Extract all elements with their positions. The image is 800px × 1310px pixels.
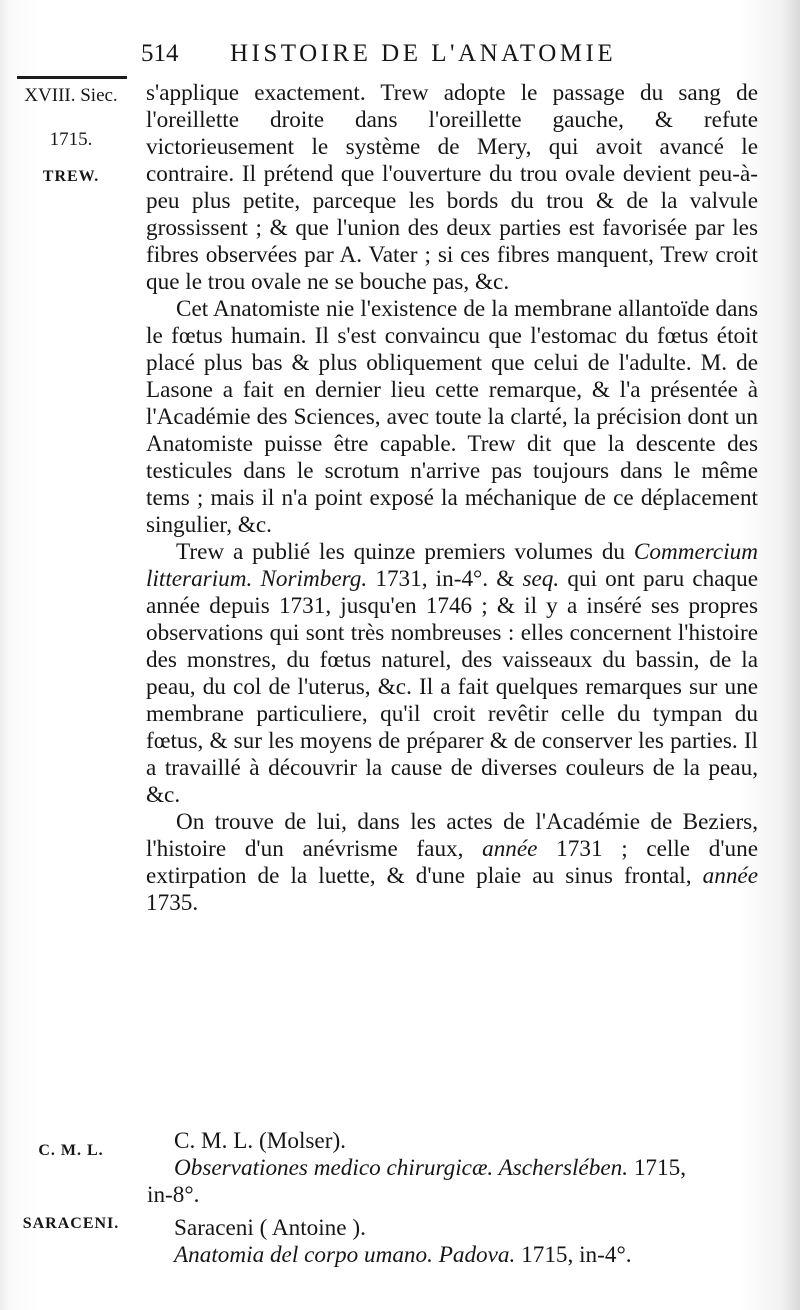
running-title: HISTOIRE DE L'ANATOMIE bbox=[230, 40, 617, 67]
ref-saraceni-title: Anatomia del corpo umano. Padova. bbox=[174, 1242, 516, 1268]
commercium-title: Commercium litterarium. Norimberg. bbox=[146, 539, 758, 592]
margin-author-cml: C. M. L. bbox=[38, 1142, 104, 1159]
ref-saraceni-work bbox=[174, 1242, 774, 1269]
beziers-middle: 1731 ; celle d'une extirpation de la luette, & d'une plaie au sinus frontal, bbox=[146, 836, 758, 889]
page-number: 514 bbox=[141, 40, 179, 67]
beziers-year-label-2: année bbox=[702, 863, 758, 889]
ref-saraceni-pub: 1715, in-4°. bbox=[521, 1242, 632, 1268]
margin-rule bbox=[17, 76, 127, 79]
ref-saraceni-name: Saraceni ( Antoine ). bbox=[174, 1215, 366, 1241]
commercium-intro: Trew a publié les quinze premiers volumes du bbox=[176, 539, 626, 565]
commercium-imprint: 1731, in-4°. & bbox=[375, 566, 515, 592]
ref-cml-work bbox=[174, 1155, 774, 1182]
running-header bbox=[141, 36, 741, 72]
main-text bbox=[146, 80, 758, 917]
commercium-description: qui ont paru chaque année depuis 1731, jusqu'en 1746 ; & il y a inséré ses propres observations qui sont très nombreuses : elles concernent l'histoire des monstres, du fœtus naturel, des vaisseaux du bassin, de la peau, du col de l'uterus, &c. Il a fait quelques remarques sur une membrane particuliere, qu'il croit revêtir celle du tympan du fœtus, & sur les moyens de préparer & de conserver les parties. Il a travaillé à découvrir la cause de diverses couleurs de la peau, &c. bbox=[146, 566, 758, 808]
references bbox=[147, 1128, 774, 1269]
margin-year: 1715. bbox=[49, 129, 93, 150]
beziers-intro: On trouve de lui, dans les actes de l'Académie de Beziers, l'histoire d'un anévrisme faux, bbox=[146, 809, 758, 862]
paragraph-trew-heart: s'applique exactement. Trew adopte le passage du sang de l'oreillette droite dans l'oreillette gauche, & refute victorieusement le système de Mery, qui avoit avancé le contraire. Il prétend que l'ouverture du trou ovale devient peu-à-peu plus petite, parceque les bords du trou & de la valvule grossissent ; & que l'union des deux parties est favorisée par les fibres observées par A. Vater ; si ces fibres manquent, Trew croit que le trou ovale ne se bouche pas, &c. bbox=[146, 80, 758, 295]
ref-cml-title: Observationes medico chirurgicæ. Ascherslében. bbox=[174, 1155, 629, 1181]
ref-cml-year: 1715, bbox=[633, 1155, 686, 1181]
paragraph-allantois: Cet Anatomiste nie l'existence de la membrane allantoïde dans le fœtus humain. Il s'est convaincu que l'estomac du fœtus étoit placé plus bas & plus obliquement que celui de l'adulte. M. de Lasone a fait en dernier lieu cette remarque, & l'a présentée à l'Académie des Sciences, avec toute la clarté, la précision dont un Anatomiste puisse être capable. Trew dit que la descente des testicules dans le scrotum n'arrive pas toujours dans le même tems ; mais il n'a point exposé la méchanique de ce déplacement singulier, &c. bbox=[146, 296, 758, 538]
margin-author-saraceni: SARACENI. bbox=[22, 1215, 120, 1232]
paragraph-commercium bbox=[146, 539, 758, 809]
ref-cml-format: in-8°. bbox=[147, 1182, 200, 1208]
beziers-year-2: 1735. bbox=[146, 890, 199, 916]
margin-century: XVIII. Siec. bbox=[24, 85, 118, 106]
paragraph-beziers bbox=[146, 809, 758, 917]
ref-cml-name: C. M. L. (Molser). bbox=[174, 1128, 346, 1154]
beziers-year-label-1: année bbox=[482, 836, 538, 862]
margin-author-trew: TREW. bbox=[42, 168, 100, 185]
commercium-seq: seq. bbox=[522, 566, 560, 592]
